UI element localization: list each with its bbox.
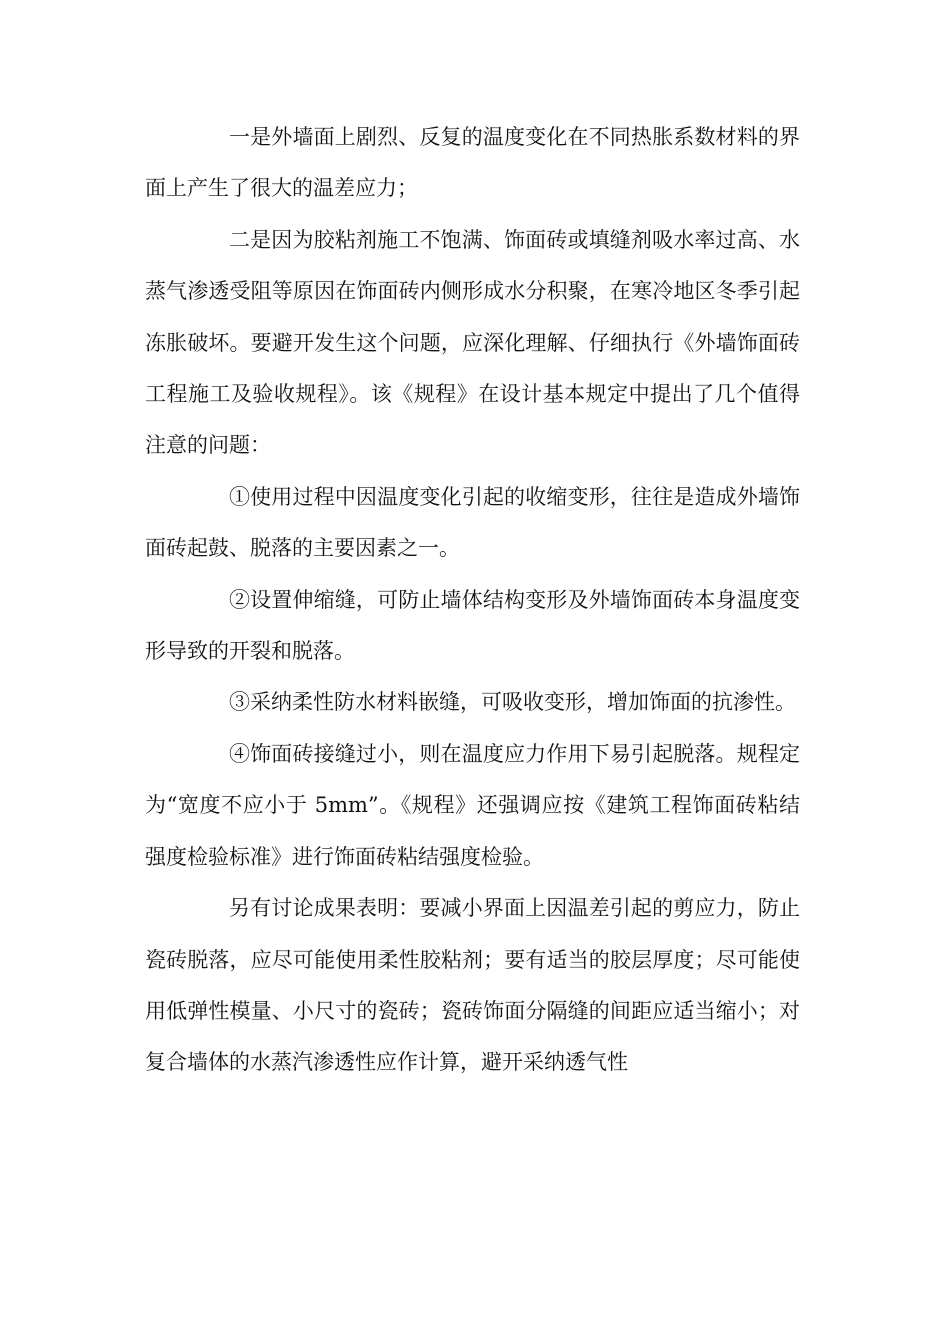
paragraph-5: ③采纳柔性防水材料嵌缝，可吸收变形，增加饰面的抗渗性。 — [229, 690, 796, 715]
paragraph-3: ①使用过程中因温度变化引起的收缩变形，往往是造成外墙饰面砖起鼓、脱落的主要因素之一。 — [145, 484, 800, 561]
paragraph-7: 另有讨论成果表明：要减小界面上因温差引起的剪应力，防止瓷砖脱落，应尽可能使用柔性胶粘剂；要有适当的胶层厚度；尽可能使用低弹性模量、小尺寸的瓷砖；瓷砖饰面分隔缝的间距应适当缩小；对复合墙体的水蒸汽渗透性应作计算，避开采纳透气性 — [145, 896, 800, 1075]
paragraph-4: ②设置伸缩缝，可防止墙体结构变形及外墙饰面砖本身温度变形导致的开裂和脱落。 — [145, 587, 800, 664]
document-body — [145, 112, 800, 1089]
paragraph-1: 一是外墙面上剧烈、反复的温度变化在不同热胀系数材料的界面上产生了很大的温差应力； — [145, 125, 800, 201]
paragraph-6: ④饰面砖接缝过小，则在温度应力作用下易引起脱落。规程定为“宽度不应小于 5mm”。《规程》还强调应按《建筑工程饰面砖粘结强度检验标准》进行饰面砖粘结强度检验。 — [145, 741, 800, 869]
paragraph-2: 二是因为胶粘剂施工不饱满、饰面砖或填缝剂吸水率过高、水蒸气渗透受阻等原因在饰面砖内侧形成水分积聚，在寒冷地区冬季引起冻胀破坏。要避开发生这个问题，应深化理解、仔细执行《外墙饰面砖工程施工及验收规程》。该《规程》在设计基本规定中提出了几个值得注意的问题： — [145, 227, 800, 458]
